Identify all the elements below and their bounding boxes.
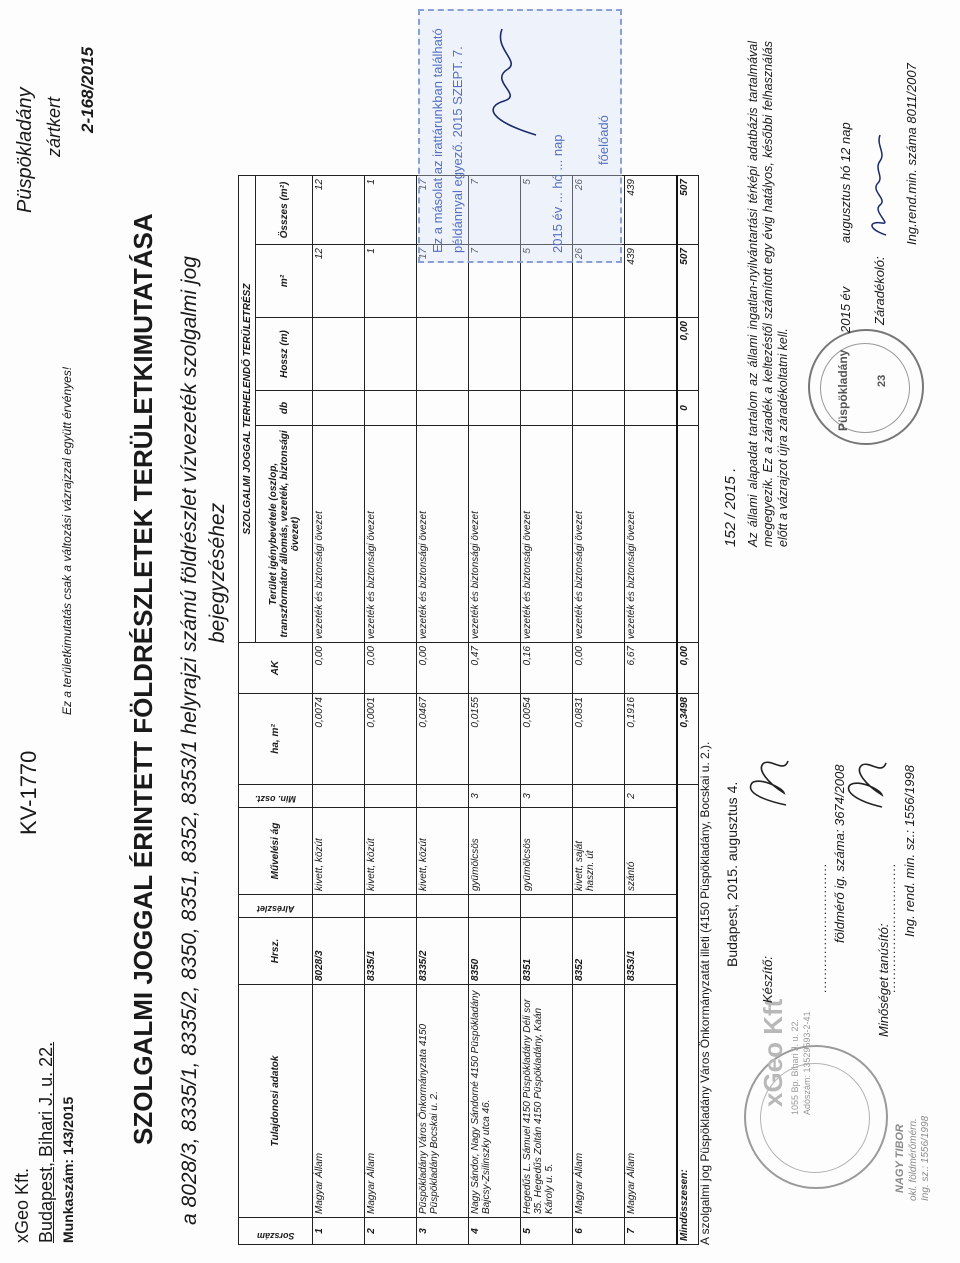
company-name: xGeo Kft. — [12, 1167, 32, 1243]
surveyor-number: földmérő ig. száma: 3674/2008 — [832, 764, 847, 943]
muvelesi-ag-cell: gyümölcsös — [521, 808, 573, 895]
hrsz-cell: 8353/1 — [625, 918, 678, 985]
owner-cell: Hegedűs L. Sámuel 4150 Püspökladány Déli sor 35. Hegedűs Zoltán 4150 Püspökladány, Kaán Károly u. 5. — [521, 985, 573, 1218]
page-subtitle: a 8028/3, 8335/1, 8335/2, 8350, 8351, 8352, 8353/1 helyrajzi számú földrészlet vízvezeték szolgalmi jog — [178, 256, 201, 1225]
col-terulet-header: Terület igénybevétele (oszlop, transzformátor állomás, vezeték, biztonsági övezet) — [256, 426, 313, 643]
closer-signature — [862, 129, 896, 239]
ak-cell: 0,00 — [417, 643, 469, 694]
owner-cell: Magyar Állam — [573, 985, 625, 1218]
terulet-cell: vezeték és biztonsági övezet — [573, 426, 625, 643]
alreszlet-cell — [573, 895, 625, 918]
hossz-cell — [365, 318, 417, 391]
totals-ha: 0,3498 — [677, 694, 699, 785]
totals-label: Mindösszesen: — [677, 785, 699, 1245]
osszes-cell: 5 — [521, 176, 573, 245]
min-oszt-cell — [417, 785, 469, 808]
m2-cell: 5 — [521, 245, 573, 318]
db-cell — [573, 391, 625, 426]
validity-clause: Az állami alapadat tartalom az állami ingatlan-nyilvántartási térképi adatbázis tartalmával megegyezik. Ez a záradék a keltezéstől számított egy évig hatályos, későbbi felhasználás előtt a vázrajzot újra záradékoltatni kell. — [746, 41, 790, 547]
signature-line: .............................. — [884, 862, 898, 993]
terulet-cell: vezeték és biztonsági övezet — [365, 426, 417, 643]
table-row — [365, 176, 417, 1245]
terulet-cell: vezeték és biztonsági övezet — [417, 426, 469, 643]
terulet-cell: vezeték és biztonsági övezet — [469, 426, 521, 643]
col-ha-header: ha, m² — [239, 694, 313, 785]
hossz-cell — [625, 318, 678, 391]
col-db-header: db — [256, 391, 313, 426]
min-oszt-cell — [365, 785, 417, 808]
hossz-cell — [313, 318, 365, 391]
muvelesi-ag-cell: kivett, közút — [417, 808, 469, 895]
m2-cell: 7 — [469, 245, 521, 318]
col-ak-header: AK — [239, 643, 313, 694]
osszes-cell: 17 — [417, 176, 469, 245]
nagy-tibor-stamp-line: okl. földmérőmérn. — [908, 1118, 919, 1201]
db-cell — [625, 391, 678, 426]
osszes-cell: 439 — [625, 176, 678, 245]
terulet-cell: vezeték és biztonsági övezet — [313, 426, 365, 643]
osszes-cell: 26 — [573, 176, 625, 245]
hrsz-cell: 8335/1 — [365, 918, 417, 985]
table-row — [625, 176, 678, 1245]
quality-number: Ing. rend. min. sz.: 1556/1998 — [902, 765, 917, 937]
signature-line: .............................. — [815, 862, 829, 993]
page-title: SZOLGALMI JOGGAL ÉRINTETT FÖLDRÉSZLETEK TERÜLETKIMUTATÁSA — [128, 213, 158, 1145]
closer-number: Ing.rend.min. száma 8011/2007 — [904, 63, 919, 245]
company-stamp-name: xGeo Kft — [758, 998, 788, 1107]
alreszlet-cell — [313, 895, 365, 918]
muvelesi-ag-cell: szántó — [625, 808, 678, 895]
owner-cell: Magyar Állam — [313, 985, 365, 1218]
min-oszt-cell: 2 — [625, 785, 678, 808]
hossz-cell — [417, 318, 469, 391]
col-hossz-header: Hossz (m) — [256, 318, 313, 391]
muvelesi-ag-cell: gyümölcsös — [469, 808, 521, 895]
office-stamp — [808, 329, 924, 445]
closer-label: Záradékoló: — [872, 256, 887, 325]
osszes-cell: 7 — [469, 176, 521, 245]
row-number: 2 — [365, 1218, 417, 1245]
certified-copy-line: főelőadó — [596, 115, 611, 165]
alreszlet-cell — [521, 895, 573, 918]
alreszlet-cell — [625, 895, 678, 918]
m2-cell: 17 — [417, 245, 469, 318]
ha-cell: 0,0054 — [521, 694, 573, 785]
easement-note: A szolgalmi jog Püspökladány Város Önkormányzatát illeti (4150 Püspökladány, Bocskai u. 2.). — [698, 741, 712, 1245]
table-row — [469, 176, 521, 1245]
quality-signature — [838, 755, 894, 815]
ak-cell: 0,00 — [365, 643, 417, 694]
col-muvelesi-ag-header: Művelési ág — [239, 808, 313, 895]
certified-copy-line: Ez a másolat az irattárunkban található — [430, 28, 445, 253]
hrsz-cell: 8028/3 — [313, 918, 365, 985]
easement-group-header: SZOLGALMI JOGGAL TERHELENDŐ TERÜLETRÉSZ — [239, 176, 256, 643]
totals-db: 0 — [677, 391, 699, 426]
osszes-cell: 12 — [313, 176, 365, 245]
owner-cell: Nagy Sándor, Nagy Sándorné 4150 Püspökladány Bajcsy-Zsilinszky utca 46. — [469, 985, 521, 1218]
document-number: 2-168/2015 — [78, 46, 97, 133]
certified-copy-stamp — [418, 9, 622, 263]
ak-cell: 0,47 — [469, 643, 521, 694]
quality-label: Minőséget tanúsító: — [876, 923, 891, 1037]
col-hrsz-header: Hrsz. — [239, 918, 313, 985]
totals-m2: 507 — [677, 245, 699, 318]
m2-cell: 26 — [573, 245, 625, 318]
hrsz-cell: 8352 — [573, 918, 625, 985]
owner-cell: Magyar Állam — [365, 985, 417, 1218]
job-number: Munkaszám: 143/2015 — [60, 1096, 76, 1243]
db-cell — [521, 391, 573, 426]
office-stamp-text: Püspökladány — [836, 349, 850, 431]
hrsz-cell: 8351 — [521, 918, 573, 985]
row-number: 5 — [521, 1218, 573, 1245]
col-sorszam-header: Sorszám — [239, 1218, 313, 1245]
muvelesi-ag-cell: kivett, közút — [313, 808, 365, 895]
prepared-by-label: Készítő: — [760, 956, 775, 1003]
surveyor-signature — [738, 753, 798, 813]
row-number: 4 — [469, 1218, 521, 1245]
ak-cell: 0,00 — [573, 643, 625, 694]
min-oszt-cell — [313, 785, 365, 808]
terulet-cell: vezeték és biztonsági övezet — [521, 426, 573, 643]
totals-hossz: 0,00 — [677, 318, 699, 391]
col-osszes-header: Összes (m²) — [256, 176, 313, 245]
table-row — [521, 176, 573, 1245]
m2-cell: 1 — [365, 245, 417, 318]
company-address: Budapest, Bihari J. u. 22. — [36, 1041, 56, 1243]
ak-cell: 0,16 — [521, 643, 573, 694]
page-subtitle-continued: bejegyzéséhez — [206, 502, 229, 643]
ha-cell: 0,0074 — [313, 694, 365, 785]
validity-note: Ez a területkimutatás csak a változási vázrajzzal együtt érvényes! — [60, 366, 74, 715]
table-row — [417, 176, 469, 1245]
hossz-cell — [573, 318, 625, 391]
m2-cell: 12 — [313, 245, 365, 318]
hrsz-cell: 8335/2 — [417, 918, 469, 985]
totals-osszes: 507 — [677, 176, 699, 245]
db-cell — [469, 391, 521, 426]
ak-cell: 0,00 — [313, 643, 365, 694]
place-date: Budapest, 2015. augusztus 4. — [724, 781, 740, 967]
company-stamp-line: Adószám: 13529593-2-41 — [802, 1011, 812, 1115]
ak-cell: 6,67 — [625, 643, 678, 694]
ha-cell: 0,0831 — [573, 694, 625, 785]
row-number: 1 — [313, 1218, 365, 1245]
table-row — [573, 176, 625, 1245]
min-oszt-cell: 3 — [521, 785, 573, 808]
hossz-cell — [521, 318, 573, 391]
alreszlet-cell — [365, 895, 417, 918]
osszes-cell: 1 — [365, 176, 417, 245]
db-cell — [365, 391, 417, 426]
totals-ak: 0,00 — [677, 643, 699, 694]
closure-month-day: augusztus hó 12 nap — [838, 122, 853, 243]
col-min-oszt-header: Min. oszt. — [239, 785, 313, 808]
muvelesi-ag-cell: kivett, közút — [365, 808, 417, 895]
min-oszt-cell — [573, 785, 625, 808]
company-stamp-line: 1055 Bp. Bihari J. u. 22. — [790, 1018, 800, 1115]
registration-number: 152 / 2015 . — [722, 467, 739, 547]
owner-cell: Magyar Állam — [625, 985, 678, 1218]
ha-cell: 0,0467 — [417, 694, 469, 785]
totals-terulet — [677, 426, 699, 643]
hrsz-cell: 8350 — [469, 918, 521, 985]
row-number: 3 — [417, 1218, 469, 1245]
zone-name: zártkert — [44, 96, 64, 157]
row-number: 7 — [625, 1218, 678, 1245]
db-cell — [417, 391, 469, 426]
certified-copy-signature — [480, 21, 550, 141]
col-m2-header: m² — [256, 245, 313, 318]
nagy-tibor-stamp-line: Ing. sz.: 1556/1998 — [920, 1115, 931, 1201]
office-stamp-number: 23 — [876, 374, 888, 387]
alreszlet-cell — [469, 895, 521, 918]
table-row — [313, 176, 365, 1245]
min-oszt-cell: 3 — [469, 785, 521, 808]
hossz-cell — [469, 318, 521, 391]
totals-row — [677, 176, 699, 1245]
closure-year: 2015 év — [838, 286, 853, 333]
ha-cell: 0,1916 — [625, 694, 678, 785]
ha-cell: 0,0155 — [469, 694, 521, 785]
m2-cell: 439 — [625, 245, 678, 318]
ha-cell: 0,0001 — [365, 694, 417, 785]
nagy-tibor-stamp-line: NAGY TIBOR — [894, 1124, 906, 1193]
parcel-table — [238, 175, 699, 1245]
document-code: KV-1770 — [16, 750, 41, 835]
terulet-cell: vezeték és biztonsági övezet — [625, 426, 678, 643]
location-name: Püspökladány — [14, 87, 36, 213]
certified-copy-line: példánnyal egyező. 2015 SZEPT. 7. — [450, 46, 465, 253]
certified-copy-line: 2015 év ... hó ... nap — [550, 134, 565, 253]
db-cell — [313, 391, 365, 426]
col-owner-header: Tulajdonosi adatok — [239, 985, 313, 1218]
owner-cell: Püspökladány Város Önkormányzata 4150 Püspökladány Bocskai u. 2. — [417, 985, 469, 1218]
row-number: 6 — [573, 1218, 625, 1245]
alreszlet-cell — [417, 895, 469, 918]
col-alreszlet-header: Alrészlet — [239, 895, 313, 918]
muvelesi-ag-cell: kivett, saját haszn. út — [573, 808, 625, 895]
